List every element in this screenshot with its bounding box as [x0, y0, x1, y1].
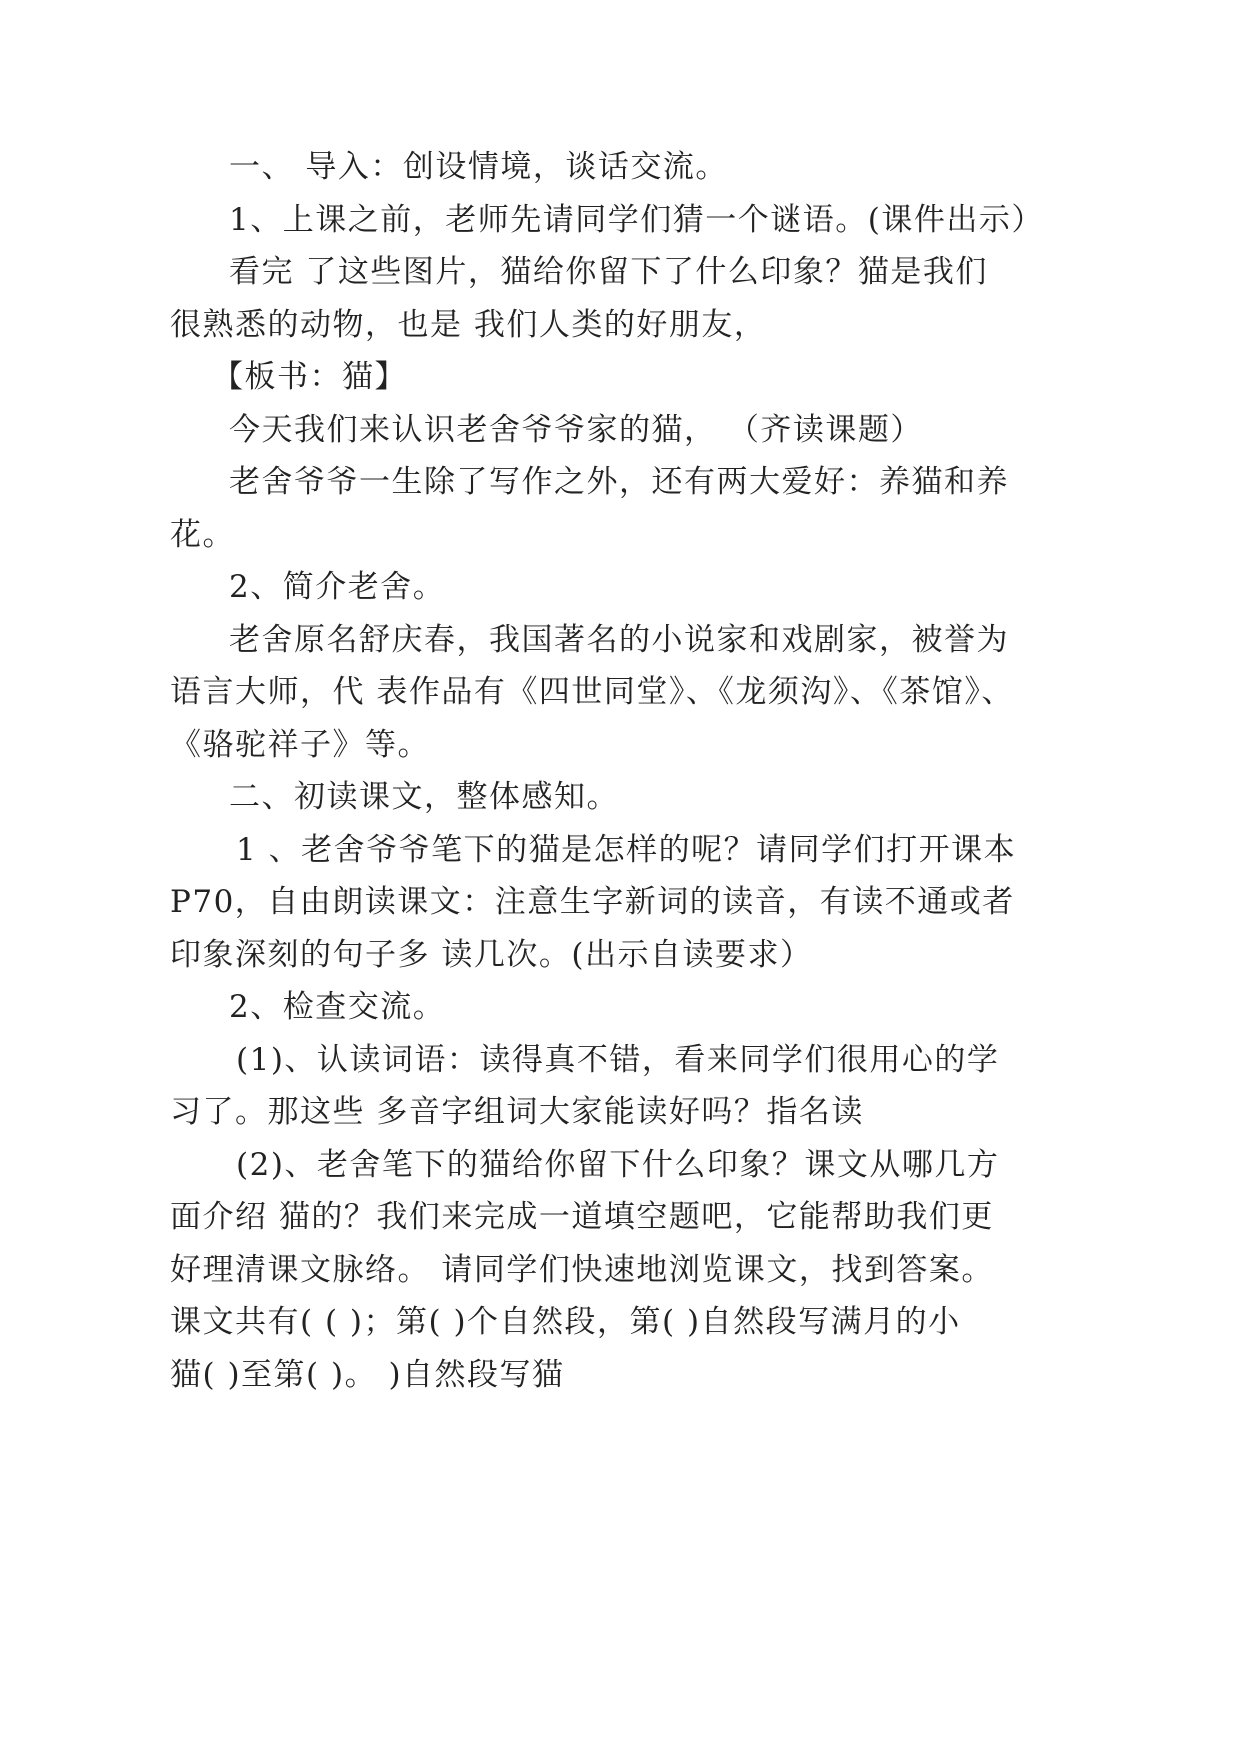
paragraph-line: 习了。那这些 多音字组词大家能读好吗？指名读	[170, 1094, 864, 1130]
paragraph-line: 1、上课之前，老师先请同学们猜一个谜语。(课件出示）	[229, 202, 1044, 238]
paragraph-line: 老舍原名舒庆春，我国著名的小说家和戏剧家，被誉为	[229, 622, 1009, 658]
paragraph-line: 花。	[170, 517, 235, 553]
paragraph-line: 1 、老舍爷爷笔下的猫是怎样的呢？请同学们打开课本	[236, 832, 1017, 868]
paragraph-line: 好理清课文脉络。 请同学们快速地浏览课文，找到答案。	[170, 1252, 994, 1288]
paragraph-line: 《骆驼祥子》等。	[170, 727, 430, 763]
paragraph-line: 老舍爷爷一生除了写作之外，还有两大爱好：养猫和养	[229, 464, 1009, 500]
paragraph-line: 面介绍 猫的？我们来完成一道填空题吧，它能帮助我们更	[170, 1199, 994, 1235]
section-heading-intro: 一、 导入：创设情境，谈话交流。	[229, 149, 728, 185]
paragraph-line: 看完 了这些图片，猫给你留下了什么印象？猫是我们	[229, 254, 988, 290]
subsection-heading: 2、检查交流。	[229, 989, 446, 1025]
fill-in-blank-line: 课文共有( ( )；第( )个自然段，第( )自然段写满月的小	[170, 1304, 961, 1340]
paragraph-line: 很熟悉的动物，也是 我们人类的好朋友，	[170, 307, 767, 343]
paragraph-line: P70，自由朗读课文：注意生字新词的读音，有读不通或者	[170, 884, 1015, 920]
subsection-heading: 2、简介老舍。	[229, 569, 446, 605]
section-heading-reading: 二、初读课文，整体感知。	[229, 779, 619, 815]
paragraph-line: 语言大师，代 表作品有《四世同堂》、《龙须沟》、《茶馆》、	[170, 674, 1014, 710]
paragraph-line: 今天我们来认识老舍爷爷家的猫， （齐读课题）	[229, 412, 923, 448]
paragraph-line: (1)、认读词语：读得真不错，看来同学们很用心的学	[236, 1042, 1000, 1078]
blackboard-note: 【板书：猫】	[212, 359, 407, 395]
paragraph-line: (2)、老舍笔下的猫给你留下什么印象？课文从哪几方	[236, 1147, 1000, 1183]
paragraph-line: 印象深刻的句子多 读几次。(出示自读要求）	[170, 937, 813, 973]
fill-in-blank-line: 猫( )至第( )。 )自然段写猫	[170, 1357, 565, 1393]
